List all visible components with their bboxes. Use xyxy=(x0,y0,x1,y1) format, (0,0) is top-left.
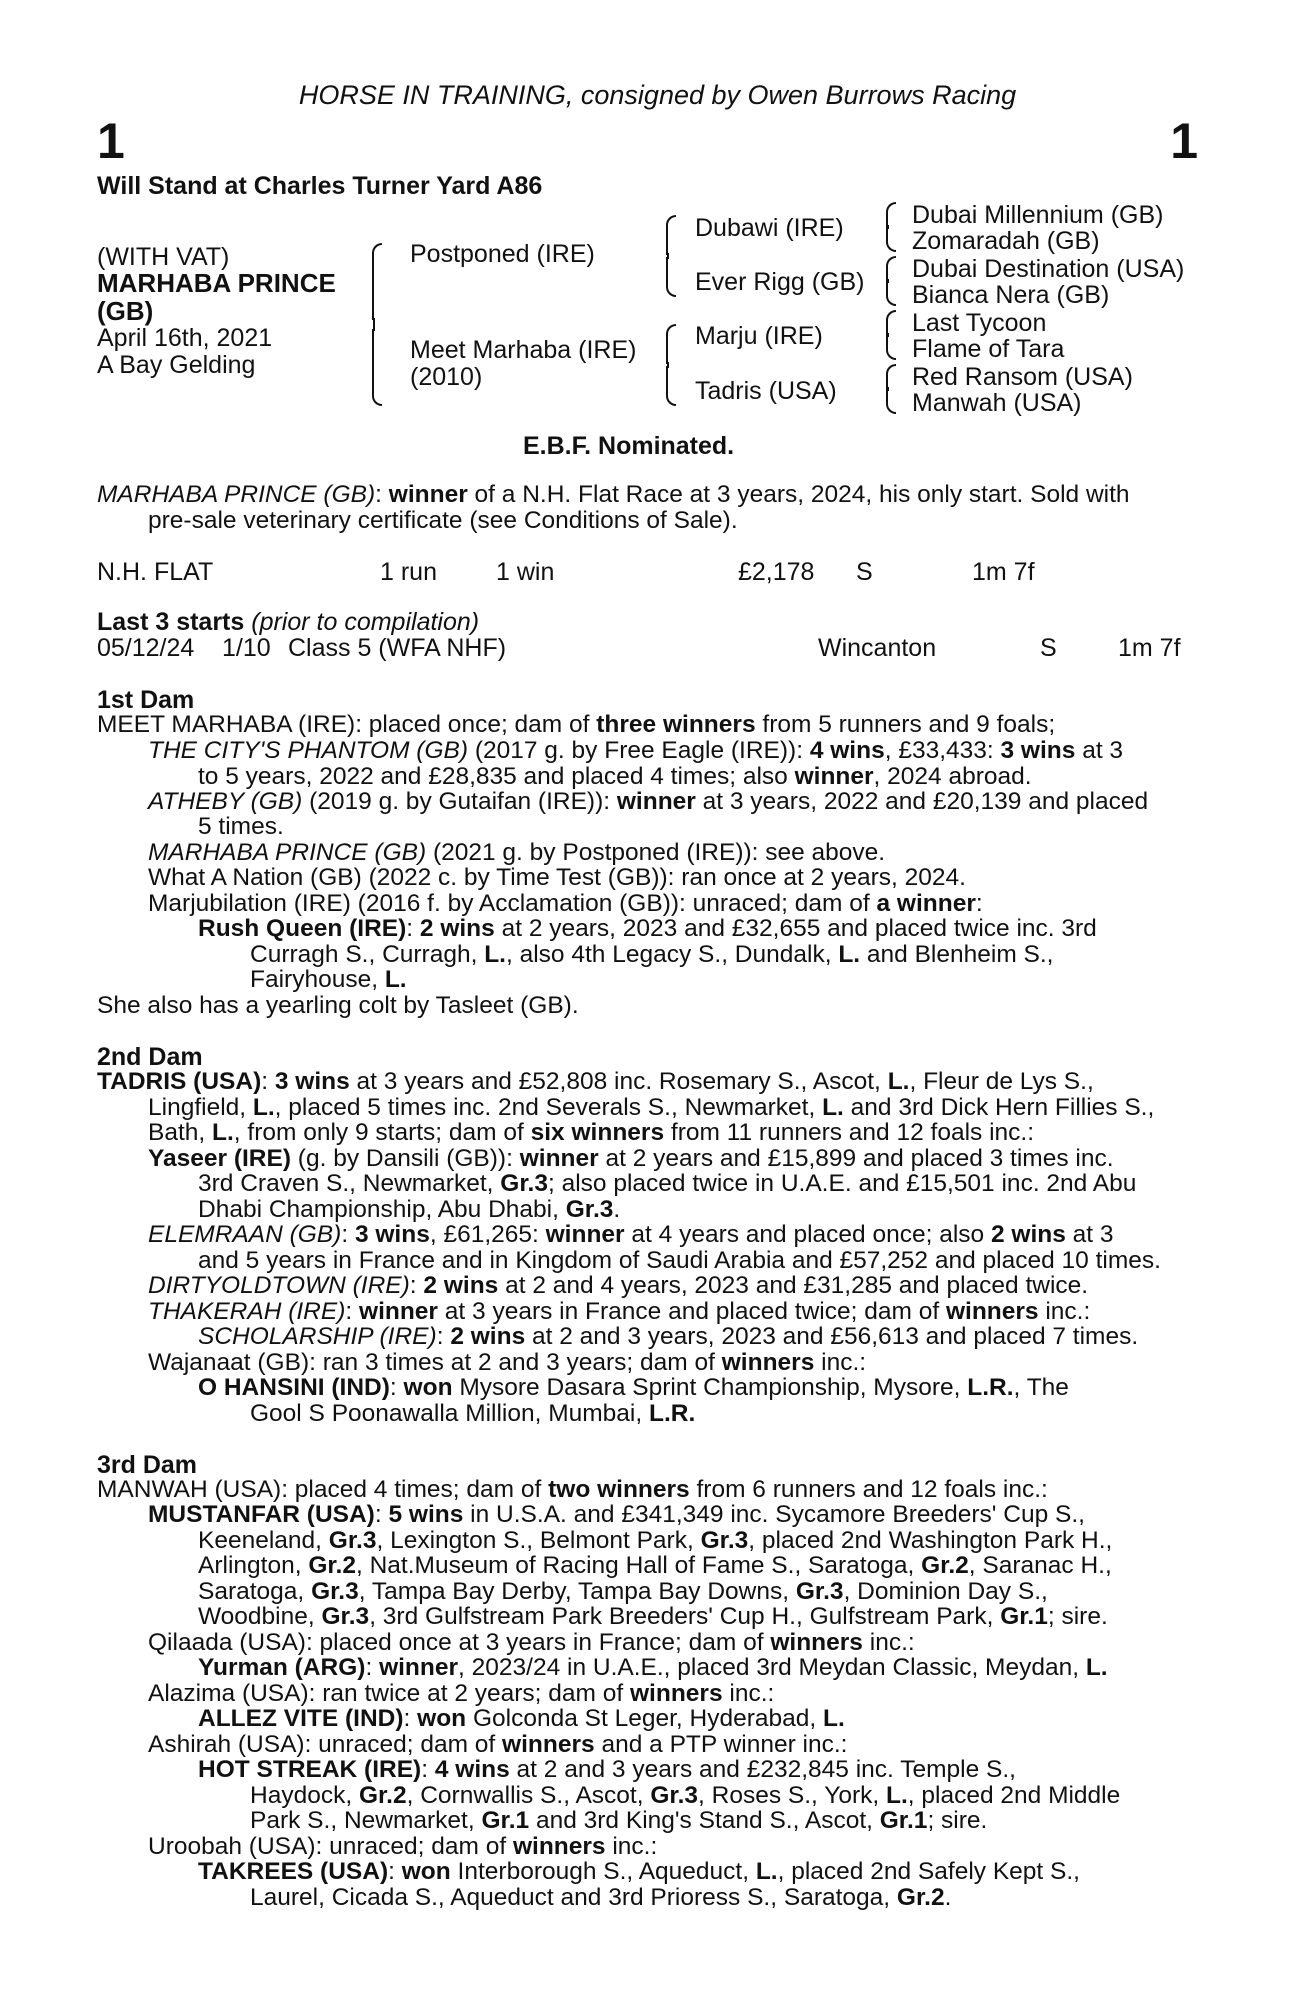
produce-line: Woodbine, Gr.3, 3rd Gulfstream Park Breeders' Cup H., Gulfstream Park, Gr.1; sire. xyxy=(198,1603,1108,1630)
dam-sire-sire: Last Tycoon xyxy=(912,309,1047,337)
produce-line: Gool S Poonawalla Million, Mumbai, L.R. xyxy=(250,1400,696,1427)
summary-line-1: MARHABA PRINCE (GB): winner of a N.H. Flat Race at 3 years, 2024, his only start. Sold with xyxy=(97,481,1130,508)
produce-line: She also has a yearling colt by Tasleet (GB). xyxy=(97,992,579,1019)
produce-line: O HANSINI (IND): won Mysore Dasara Sprint Championship, Mysore, L.R., The xyxy=(198,1374,1069,1401)
produce-line: DIRTYOLDTOWN (IRE): 2 wins at 2 and 4 years, 2023 and £31,285 and placed twice. xyxy=(148,1272,1089,1299)
ds-brace xyxy=(882,310,892,360)
section-title: 3rd Dam xyxy=(97,1451,198,1479)
dam-line: Lingfield, L., placed 5 times inc. 2nd Severals S., Newmarket, L. and 3rd Dick Hern Fillies S., xyxy=(148,1094,1155,1121)
produce-line: Alazima (USA): ran twice at 2 years; dam of winners inc.: xyxy=(148,1680,775,1707)
produce-line: Qilaada (USA): placed once at 3 years in France; dam of winners inc.: xyxy=(148,1629,915,1656)
ebf-nominated: E.B.F. Nominated. xyxy=(523,432,735,460)
produce-line: Fairyhouse, L. xyxy=(250,966,407,993)
dam-dam: Tadris (USA) xyxy=(695,377,837,405)
record-prize: £2,178 xyxy=(738,558,815,586)
section-title: 2nd Dam xyxy=(97,1043,203,1071)
record-runs: 1 run xyxy=(380,558,437,586)
dam-sire: Marju (IRE) xyxy=(695,322,823,350)
start-position: 1/10 xyxy=(222,634,271,662)
sire-sire-dam: Zomaradah (GB) xyxy=(912,227,1100,255)
dam-line: MANWAH (USA): placed 4 times; dam of two winners from 6 runners and 12 foals inc.: xyxy=(97,1476,1048,1503)
foaling-date: April 16th, 2021 xyxy=(97,324,273,352)
produce-line: Rush Queen (IRE): 2 wins at 2 years, 2023 and £32,655 and placed twice inc. 3rd xyxy=(198,915,1097,942)
produce-line: 5 times. xyxy=(198,813,284,840)
start-course: Wincanton xyxy=(818,634,937,662)
produce-line: What A Nation (GB) (2022 c. by Time Test (GB)): ran once at 2 years, 2024. xyxy=(148,864,966,891)
produce-line: and 5 years in France and in Kingdom of Saudi Arabia and £57,252 and placed 10 times. xyxy=(198,1247,1161,1274)
sd-brace xyxy=(882,256,892,306)
dam-dam-sire: Red Ransom (USA) xyxy=(912,363,1133,391)
produce-line: SCHOLARSHIP (IRE): 2 wins at 2 and 3 years, 2023 and £56,613 and placed 7 times. xyxy=(198,1323,1139,1350)
sire-dam: Ever Rigg (GB) xyxy=(695,268,865,296)
dam: Meet Marhaba (IRE) xyxy=(410,336,637,364)
sire-dam-sire: Dubai Destination (USA) xyxy=(912,255,1185,283)
dam-line: TADRIS (USA): 3 wins at 3 years and £52,808 inc. Rosemary S., Ascot, L., Fleur de Lys S., xyxy=(97,1068,1094,1095)
consignment-header: HORSE IN TRAINING, consigned by Owen Burrows Racing xyxy=(298,80,1017,110)
pedigree-brace-main xyxy=(368,243,378,406)
last-starts-heading: Last 3 starts (prior to compilation) xyxy=(97,608,480,636)
dd-brace xyxy=(882,364,892,414)
produce-line: Ashirah (USA): unraced; dam of winners and a PTP winner inc.: xyxy=(148,1731,848,1758)
start-going: S xyxy=(1040,634,1057,662)
section-title: 1st Dam xyxy=(97,686,195,714)
produce-line: TAKREES (USA): won Interborough S., Aqueduct, L., placed 2nd Safely Kept S., xyxy=(198,1858,1080,1885)
horse-name: MARHABA PRINCE xyxy=(97,268,336,298)
start-race: Class 5 (WFA NHF) xyxy=(288,634,507,662)
produce-line: to 5 years, 2022 and £28,835 and placed 4 times; also winner, 2024 abroad. xyxy=(198,763,1032,790)
dam-line: MEET MARHABA (IRE): placed once; dam of three winners from 5 runners and 9 foals; xyxy=(97,711,1056,738)
sire-sire: Dubawi (IRE) xyxy=(695,214,844,242)
summary-line-2: pre-sale veterinary certificate (see Conditions of Sale). xyxy=(148,507,738,534)
produce-line: Uroobah (USA): unraced; dam of winners inc.: xyxy=(148,1833,658,1860)
dam-dam-dam: Manwah (USA) xyxy=(912,389,1082,417)
produce-line: Curragh S., Curragh, L., also 4th Legacy S., Dundalk, L. and Blenheim S., xyxy=(250,941,1054,968)
record-distance: 1m 7f xyxy=(972,558,1035,586)
produce-line: Saratoga, Gr.3, Tampa Bay Derby, Tampa Bay Downs, Gr.3, Dominion Day S., xyxy=(198,1578,1048,1605)
vat-note: (WITH VAT) xyxy=(97,243,230,271)
record-wins: 1 win xyxy=(496,558,555,586)
produce-line: ELEMRAAN (GB): 3 wins, £61,265: winner at 4 years and placed once; also 2 wins at 3 xyxy=(148,1221,1114,1248)
produce-line: Wajanaat (GB): ran 3 times at 2 and 3 years; dam of winners inc.: xyxy=(148,1349,867,1376)
produce-line: THE CITY'S PHANTOM (GB) (2017 g. by Free Eagle (IRE)): 4 wins, £33,433: 3 wins at 3 xyxy=(148,737,1124,764)
stand-location: Will Stand at Charles Turner Yard A86 xyxy=(97,172,543,200)
produce-line: ATHEBY (GB) (2019 g. by Gutaifan (IRE)): winner at 3 years, 2022 and £20,139 and placed xyxy=(148,788,1149,815)
sire: Postponed (IRE) xyxy=(410,240,595,268)
produce-line: MARHABA PRINCE (GB) (2021 g. by Postponed (IRE)): see above. xyxy=(148,839,886,866)
produce-line: Keeneland, Gr.3, Lexington S., Belmont Park, Gr.3, placed 2nd Washington Park H., xyxy=(198,1527,1113,1554)
record-going: S xyxy=(856,558,873,586)
produce-line: ALLEZ VITE (IND): won Golconda St Leger, Hyderabad, L. xyxy=(198,1705,845,1732)
produce-line: Arlington, Gr.2, Nat.Museum of Racing Hall of Fame S., Saratoga, Gr.2, Saranac H., xyxy=(198,1552,1112,1579)
lot-number-left: 1 xyxy=(97,113,125,169)
produce-line: THAKERAH (IRE): winner at 3 years in France and placed twice; dam of winners inc.: xyxy=(148,1298,1091,1325)
produce-line: Marjubilation (IRE) (2016 f. by Acclamation (GB)): unraced; dam of a winner: xyxy=(148,890,983,917)
dam-line: Bath, L., from only 9 starts; dam of six winners from 11 runners and 12 foals inc.: xyxy=(148,1119,1035,1146)
produce-line: Yurman (ARG): winner, 2023/24 in U.A.E., placed 3rd Meydan Classic, Meydan, L. xyxy=(198,1654,1108,1681)
dam-year: (2010) xyxy=(410,363,483,391)
sire-dam-dam: Bianca Nera (GB) xyxy=(912,281,1110,309)
start-date: 05/12/24 xyxy=(97,634,195,662)
sire-brace xyxy=(662,215,672,297)
lot-number-right: 1 xyxy=(1170,113,1198,169)
produce-line: Haydock, Gr.2, Cornwallis S., Ascot, Gr.3, Roses S., York, L., placed 2nd Middle xyxy=(250,1782,1121,1809)
record-type: N.H. FLAT xyxy=(97,558,214,586)
produce-line: Park S., Newmarket, Gr.1 and 3rd King's Stand S., Ascot, Gr.1; sire. xyxy=(250,1807,988,1834)
sire-sire-sire: Dubai Millennium (GB) xyxy=(912,201,1164,229)
produce-line: Laurel, Cicada S., Aqueduct and 3rd Prioress S., Saratoga, Gr.2. xyxy=(250,1884,952,1911)
produce-line: MUSTANFAR (USA): 5 wins in U.S.A. and £341,349 inc. Sycamore Breeders' Cup S., xyxy=(148,1501,1085,1528)
produce-line: Yaseer (IRE) (g. by Dansili (GB)): winner at 2 years and £15,899 and placed 3 times inc. xyxy=(148,1145,1114,1172)
dam-brace xyxy=(662,324,672,406)
horse-description: A Bay Gelding xyxy=(97,351,256,379)
produce-line: HOT STREAK (IRE): 4 wins at 2 and 3 years and £232,845 inc. Temple S., xyxy=(198,1756,1016,1783)
start-distance: 1m 7f xyxy=(1118,634,1181,662)
horse-name-suffix: (GB) xyxy=(97,296,154,326)
ss-brace xyxy=(882,202,892,252)
produce-line: Dhabi Championship, Abu Dhabi, Gr.3. xyxy=(198,1196,621,1223)
produce-line: 3rd Craven S., Newmarket, Gr.3; also placed twice in U.A.E. and £15,501 inc. 2nd Abu xyxy=(198,1170,1137,1197)
dam-sire-dam: Flame of Tara xyxy=(912,335,1065,363)
